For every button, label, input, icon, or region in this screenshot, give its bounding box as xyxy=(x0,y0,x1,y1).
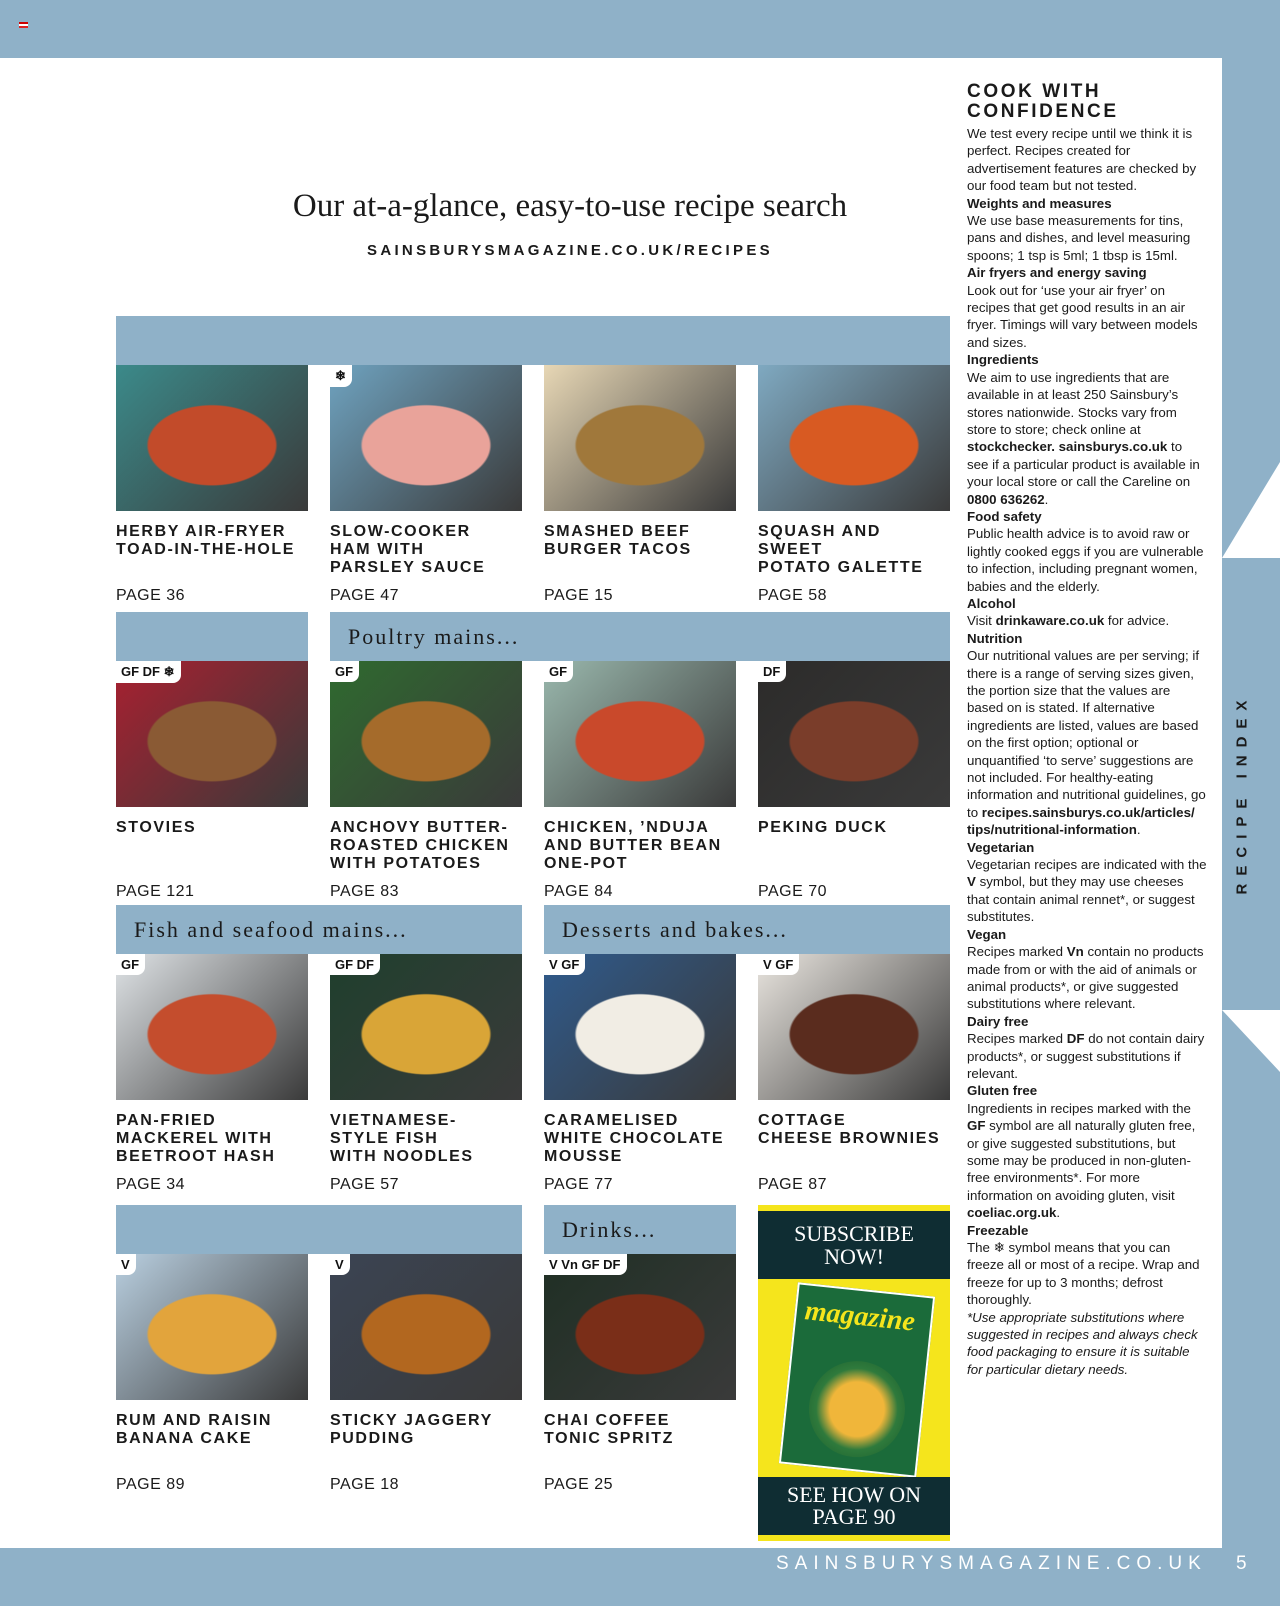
footer-url[interactable]: SAINSBURYSMAGAZINE.CO.UK xyxy=(776,1553,1207,1574)
food-safety-text: Public health advice is to avoid raw or lightly cooked eggs if you are vulnerable to infection, including pregnant women, babies and the elderly. xyxy=(967,526,1204,594)
recipe-page: PAGE 70 xyxy=(758,883,828,900)
dietary-badge: DF xyxy=(758,661,786,682)
corner-decoration xyxy=(1222,1010,1280,1072)
magazine-name: magazine xyxy=(803,1295,917,1338)
recipe-page: PAGE 121 xyxy=(116,883,195,900)
recipe-page: PAGE 58 xyxy=(758,587,828,604)
recipe-photo xyxy=(758,954,950,1100)
recipe-page: PAGE 77 xyxy=(544,1176,614,1193)
recipe-photo xyxy=(330,1254,522,1400)
food-safety-heading: Food safety xyxy=(967,508,1042,524)
vegetarian-text: Vegetarian recipes are indicated with the V symbol, but they may use cheeses that contain animal rennet*, or suggest substitutes. xyxy=(967,857,1207,925)
recipe-title[interactable]: SQUASH AND SWEET POTATO GALETTE xyxy=(758,523,924,576)
recipe-page: PAGE 47 xyxy=(330,587,400,604)
recipe-page: PAGE 57 xyxy=(330,1176,400,1193)
subscribe-promo[interactable] xyxy=(758,1205,950,1541)
recipe-card[interactable] xyxy=(116,954,308,1194)
ingredients-text: We aim to use ingredients that are available in at least 250 Sainsbury’s stores nationwide. Stocks vary from store to store; check online at stockchecker. sainsburys.co.uk to see if a particular product is available in your local store or call the Careline on 0800 636262. xyxy=(967,369,1200,507)
recipe-card[interactable] xyxy=(330,661,522,901)
recipe-card[interactable] xyxy=(330,954,522,1194)
recipe-card[interactable] xyxy=(116,365,308,605)
dietary-badge: ❄ xyxy=(330,365,352,387)
section-band-empty-2 xyxy=(116,1205,522,1254)
gluten-free-text: Ingredients in recipes marked with the GF symbol are all naturally gluten free, or give suggested substitutions, but some may be produced in non-gluten-free environments*. For more information on avoiding gluten, visit coeliac.org.uk. xyxy=(967,1100,1196,1221)
nutrition-link[interactable]: recipes.sainsburys.co.uk/articles/ tips/nutritional-information xyxy=(967,804,1195,838)
recipe-title[interactable]: STOVIES xyxy=(116,819,197,836)
panel-title: COOK WITH CONFIDENCE xyxy=(967,81,1119,122)
recipe-card[interactable] xyxy=(758,365,950,605)
page-heading: Our at-a-glance, easy-to-use recipe search xyxy=(292,188,848,224)
recipe-photo xyxy=(544,661,736,807)
recipe-title[interactable]: PAN-FRIED MACKEREL WITH BEETROOT HASH xyxy=(116,1112,276,1165)
corner-decoration xyxy=(1222,462,1280,558)
section-band-fish xyxy=(116,905,522,954)
recipe-photo xyxy=(330,661,522,807)
section-title-poultry: Poultry mains... xyxy=(348,624,520,649)
alcohol-text: Visit drinkaware.co.uk for advice. xyxy=(967,613,1170,629)
gluten-free-heading: Gluten free xyxy=(967,1083,1038,1099)
recipe-card[interactable] xyxy=(544,954,736,1194)
recipe-page: PAGE 84 xyxy=(544,883,614,900)
recipe-page: PAGE 25 xyxy=(544,1476,614,1493)
dietary-badge: GF xyxy=(330,661,359,682)
alcohol-heading: Alcohol xyxy=(967,595,1016,611)
drinkaware-link[interactable]: drinkaware.co.uk xyxy=(995,613,1105,629)
section-title-desserts: Desserts and bakes... xyxy=(562,917,788,942)
recipe-photo xyxy=(116,365,308,511)
section-title-drinks: Drinks... xyxy=(562,1217,657,1242)
recipe-title[interactable]: SMASHED BEEF BURGER TACOS xyxy=(544,523,692,558)
dietary-badge: V xyxy=(116,1254,136,1275)
flag-icon xyxy=(19,22,28,28)
recipe-page: PAGE 83 xyxy=(330,883,400,900)
weights-heading: Weights and measures xyxy=(967,195,1112,211)
section-band-desserts xyxy=(544,905,950,954)
recipe-title[interactable]: CHAI COFFEE TONIC SPRITZ xyxy=(544,1412,675,1447)
recipe-title[interactable]: CARAMELISED WHITE CHOCOLATE MOUSSE xyxy=(544,1112,725,1165)
dietary-badge: V xyxy=(330,1254,350,1275)
section-title-fish: Fish and seafood mains... xyxy=(134,917,408,942)
nutrition-heading: Nutrition xyxy=(967,630,1023,646)
careline-phone: 0800 636262 xyxy=(967,491,1045,507)
section-band-top xyxy=(116,316,950,365)
recipe-card[interactable] xyxy=(758,954,950,1194)
recipe-title[interactable]: ANCHOVY BUTTER- ROASTED CHICKEN WITH POTATOES xyxy=(330,819,510,872)
dietary-badge: V GF xyxy=(544,954,585,975)
dairy-free-text: Recipes marked DF do not contain dairy products*, or suggest substitutions if relevant. xyxy=(967,1031,1205,1081)
recipe-photo xyxy=(116,954,308,1100)
recipe-index-label: RECIPE INDEX xyxy=(1233,692,1251,895)
recipe-card[interactable] xyxy=(544,661,736,901)
dietary-badge: V Vn GF DF xyxy=(544,1254,627,1275)
recipe-page: PAGE 89 xyxy=(116,1476,186,1493)
recipe-photo xyxy=(544,1254,736,1400)
subscribe-heading: SUBSCRIBE NOW! xyxy=(758,1211,950,1279)
recipe-title[interactable]: COTTAGE CHEESE BROWNIES xyxy=(758,1112,941,1147)
recipe-page: PAGE 15 xyxy=(544,587,614,604)
recipe-card[interactable] xyxy=(544,365,736,605)
weights-text: We use base measurements for tins, pans and dishes, and level measuring spoons; 1 tsp is 5ml; 1 tbsp is 15ml. xyxy=(967,213,1191,263)
vegan-heading: Vegan xyxy=(967,926,1007,942)
freezable-text: The ❄ symbol means that you can freeze all or most of a recipe. Wrap and freeze for up to 3 months; defrost thoroughly. xyxy=(967,1240,1200,1308)
substitutions-note: *Use appropriate substitutions where suggested in recipes and always check food packaging to ensure it is suitable for particular dietary needs. xyxy=(967,1309,1198,1377)
dietary-badge: GF DF ❄ xyxy=(116,661,181,683)
recipe-photo xyxy=(544,365,736,511)
recipe-title[interactable]: VIETNAMESE- STYLE FISH WITH NOODLES xyxy=(330,1112,474,1165)
recipe-title[interactable]: STICKY JAGGERY PUDDING xyxy=(330,1412,493,1447)
recipe-photo xyxy=(116,661,308,807)
section-band-drinks xyxy=(544,1205,736,1254)
dietary-badge: V GF xyxy=(758,954,799,975)
stockchecker-link[interactable]: stockchecker. sainsburys.co.uk xyxy=(967,439,1168,455)
dietary-badge: GF xyxy=(116,954,145,975)
air-fryer-text: Look out for ‘use your air fryer’ on recipes that get good results in an air fryer. Timings will vary between models and sizes. xyxy=(967,282,1198,350)
coeliac-link[interactable]: coeliac.org.uk xyxy=(967,1205,1057,1221)
recipe-card[interactable] xyxy=(330,1254,522,1494)
ingredients-heading: Ingredients xyxy=(967,352,1039,368)
recipe-photo xyxy=(116,1254,308,1400)
recipe-photo xyxy=(544,954,736,1100)
recipe-photo xyxy=(758,365,950,511)
recipe-card[interactable] xyxy=(330,365,522,605)
recipe-page: PAGE 87 xyxy=(758,1176,828,1193)
recipe-card[interactable] xyxy=(544,1254,736,1494)
recipe-card[interactable] xyxy=(116,1254,308,1494)
recipe-title[interactable]: SLOW-COOKER HAM WITH PARSLEY SAUCE xyxy=(330,523,486,576)
recipe-page: PAGE 34 xyxy=(116,1176,186,1193)
vegetarian-heading: Vegetarian xyxy=(967,839,1035,855)
recipe-photo xyxy=(330,954,522,1100)
freezable-heading: Freezable xyxy=(967,1222,1029,1238)
dairy-free-heading: Dairy free xyxy=(967,1013,1029,1029)
page-number: 5 xyxy=(1236,1553,1247,1574)
recipe-card[interactable] xyxy=(758,661,950,901)
dietary-badge: GF xyxy=(544,661,573,682)
recipes-url[interactable]: SAINSBURYSMAGAZINE.CO.UK/RECIPES xyxy=(367,242,773,259)
recipe-page: PAGE 36 xyxy=(116,587,186,604)
subscribe-page-link[interactable]: SEE HOW ON PAGE 90 xyxy=(758,1477,950,1535)
recipe-title[interactable]: RUM AND RAISIN BANANA CAKE xyxy=(116,1412,273,1447)
recipe-title[interactable]: HERBY AIR-FRYER TOAD-IN-THE-HOLE xyxy=(116,523,296,558)
recipe-title[interactable]: PEKING DUCK xyxy=(758,819,888,836)
recipe-photo xyxy=(330,365,522,511)
recipe-card[interactable] xyxy=(116,661,308,901)
recipe-page: PAGE 18 xyxy=(330,1476,400,1493)
dietary-badge: GF DF xyxy=(330,954,380,975)
section-band-poultry xyxy=(330,612,950,661)
recipe-title[interactable]: CHICKEN, ’NDUJA AND BUTTER BEAN ONE-POT xyxy=(544,819,722,872)
recipe-photo xyxy=(758,661,950,807)
nutrition-text: Our nutritional values are per serving; if there is a range of serving sizes given, the portion size that the values are based on is stated. If alternative ingredients are listed, values are based on the first option; optional or unquantified ‘to serve’ suggestions are not included. For healthy-eating information and nutritional guidelines, go to recipes.sainsburys.co.uk/articles/ tips/nutritional-information. xyxy=(967,648,1206,838)
section-band-empty xyxy=(116,612,308,661)
magazine-cover-image xyxy=(779,1282,935,1477)
vegan-text: Recipes marked Vn contain no products made from or with the aid of animals or animal products*, or give suggested substitutions where relevant. xyxy=(967,944,1204,1012)
cook-with-confidence-panel xyxy=(967,82,1207,1378)
panel-intro: We test every recipe until we think it is perfect. Recipes created for advertisement features are checked by our food team but not tested. xyxy=(967,126,1197,194)
air-fryer-heading: Air fryers and energy saving xyxy=(967,265,1147,281)
